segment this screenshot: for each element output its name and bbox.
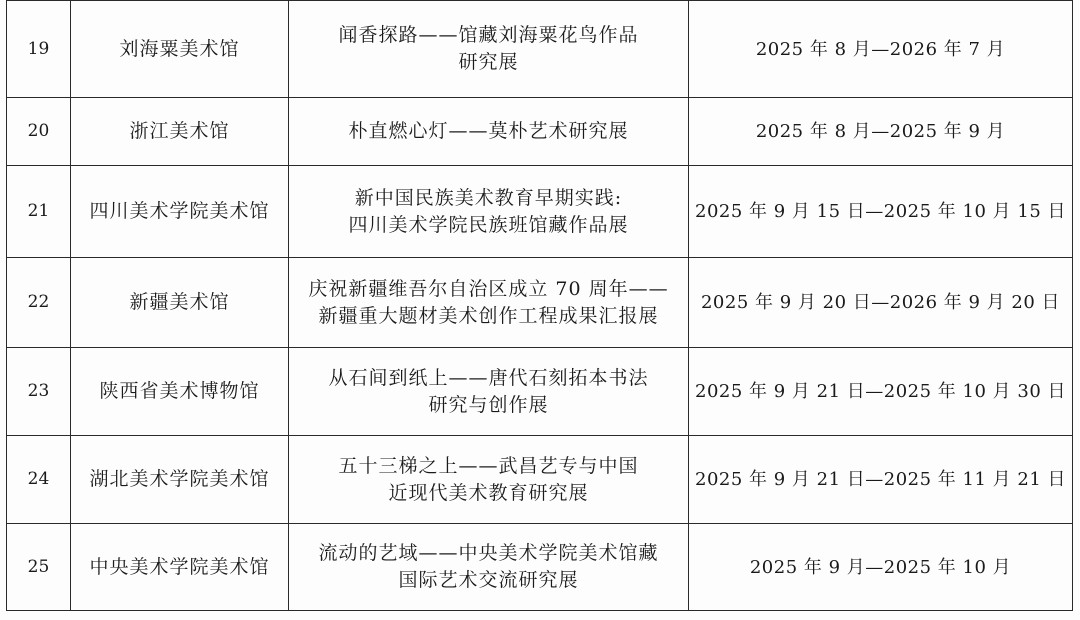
exhibition-dates: 2025 年 9 月 20 日—2026 年 9 月 20 日	[689, 258, 1073, 348]
row-number: 23	[7, 348, 71, 436]
table-row	[7, 166, 1073, 258]
row-number: 24	[7, 436, 71, 524]
exhibition-title-text: 从石间到纸上——唐代石刻拓本书法 研究与创作展	[328, 366, 649, 416]
museum-name: 湖北美术学院美术馆	[71, 436, 289, 524]
row-number: 19	[7, 1, 71, 98]
museum-name: 陕西省美术博物馆	[71, 348, 289, 436]
exhibition-title	[289, 258, 689, 348]
row-number: 25	[7, 524, 71, 611]
table-row	[7, 524, 1073, 611]
exhibition-dates: 2025 年 9 月 15 日—2025 年 10 月 15 日	[689, 166, 1073, 258]
exhibition-title-text: 新中国民族美术教育早期实践: 四川美术学院民族班馆藏作品展	[348, 186, 629, 236]
exhibition-dates: 2025 年 9 月 21 日—2025 年 11 月 21 日	[689, 436, 1073, 524]
exhibition-dates: 2025 年 9 月—2025 年 10 月	[689, 524, 1073, 611]
exhibition-title	[289, 166, 689, 258]
exhibition-title-text: 朴直燃心灯——莫朴艺术研究展	[348, 120, 629, 142]
museum-name: 新疆美术馆	[71, 258, 289, 348]
exhibition-dates: 2025 年 9 月 21 日—2025 年 10 月 30 日	[689, 348, 1073, 436]
exhibition-title-text: 流动的艺域——中央美术学院美术馆藏 国际艺术交流研究展	[318, 542, 659, 591]
row-number: 22	[7, 258, 71, 348]
museum-name: 四川美术学院美术馆	[71, 166, 289, 258]
exhibition-title	[289, 98, 689, 166]
museum-name: 中央美术学院美术馆	[71, 524, 289, 611]
row-number: 21	[7, 166, 71, 258]
exhibition-title-text: 闻香探路——馆藏刘海粟花鸟作品 研究展	[338, 24, 639, 73]
row-number: 20	[7, 98, 71, 166]
exhibition-title	[289, 348, 689, 436]
exhibition-title	[289, 436, 689, 524]
table-row	[7, 98, 1073, 166]
exhibition-title	[289, 524, 689, 611]
museum-name: 浙江美术馆	[71, 98, 289, 166]
exhibition-title	[289, 1, 689, 98]
exhibition-dates: 2025 年 8 月—2026 年 7 月	[689, 1, 1073, 98]
table-row	[7, 258, 1073, 348]
table-row	[7, 348, 1073, 436]
exhibition-table	[6, 0, 1073, 611]
exhibition-dates: 2025 年 8 月—2025 年 9 月	[689, 98, 1073, 166]
exhibition-title-text: 五十三梯之上——武昌艺专与中国 近现代美术教育研究展	[338, 454, 639, 504]
exhibition-title-text: 庆祝新疆维吾尔自治区成立 70 周年—— 新疆重大题材美术创作工程成果汇报展	[308, 277, 669, 327]
museum-name: 刘海粟美术馆	[71, 1, 289, 98]
table-row	[7, 436, 1073, 524]
table-row	[7, 1, 1073, 98]
